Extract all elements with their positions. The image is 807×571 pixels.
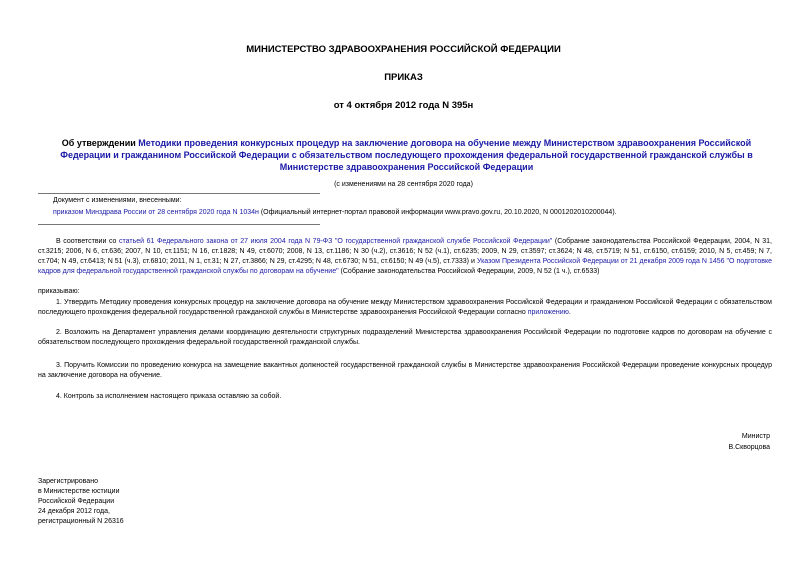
amendment-order-link[interactable]: приказом Минздрава России от 28 сентября 2020 года N 1034н <box>53 209 259 216</box>
preamble-text-1: В соответствии со <box>56 238 120 245</box>
divider-bottom <box>38 224 320 225</box>
registration-line: 24 декабря 2012 года, <box>38 508 110 515</box>
item-3: 3. Поручить Комиссии по проведению конкурса на замещение вакантных должностей государственной гражданской службы в Министерстве здравоохранения Российской Федерации проведение конкурсных процедур на заключение договора на обучение. <box>38 362 772 379</box>
federal-law-link[interactable]: статьей 61 Федерального закона от 27 июля 2004 года N 79-ФЗ "О государственной гражданской службе Российской Федерации" <box>119 238 553 245</box>
amendments-intro: Документ с изменениями, внесенными: <box>53 197 182 204</box>
ministry-heading: МИНИСТЕРСТВО ЗДРАВООХРАНЕНИЯ РОССИЙСКОЙ ФЕДЕРАЦИИ <box>246 44 561 55</box>
doc-type-heading: ПРИКАЗ <box>384 72 423 83</box>
item-1 <box>38 298 772 318</box>
amendments-line <box>53 208 773 218</box>
date-number-heading: от 4 октября 2012 года N 395н <box>333 100 474 111</box>
registration-line: Зарегистрировано <box>38 478 98 485</box>
appendix-link[interactable]: приложению <box>527 309 569 316</box>
document-title <box>44 137 769 173</box>
signature-position: Министр <box>741 433 770 440</box>
item-4: 4. Контроль за исполнением настоящего приказа оставляю за собой. <box>56 393 282 400</box>
registration-line: Российской Федерации <box>38 498 115 505</box>
item-2: 2. Возложить на Департамент управления делами координацию деятельности структурных подразделений Министерства здравоохранения Российской Федерации по подготовке кадров по договорам на обучение с обязательством последующего прохождения федеральной государственной гражданской службы. <box>38 329 772 346</box>
amendment-source: (Официальный интернет-портал правовой информации www.pravo.gov.ru, 20.10.2020, N 0001202010200044). <box>258 209 617 216</box>
registration-line: в Министерстве юстиции <box>38 488 120 495</box>
item-1-text: 1. Утвердить Методику проведения конкурсных процедур на заключение договора на обучение между Министерством здравоохранения Российской Федерации и гражданином Российской Федерации с обязательством последующего прохождения федеральной государственной гражданской службы в Министерстве здравоохранения Российской Федерации согласно <box>38 299 772 316</box>
preamble-text-2: (Собрание законодательства Российской Федерации, 2004, N 31, ст.3215; 2006, N 6, ст.636; 2007, N 10, ст.1151; N 16, ст.1828; N 49, ст.6070; 2008, N 13, ст.1186; N 30 (ч.2), ст.3616; N 52 (ч.1), ст.6235; 2009, N 29, ст.3597; ст.3624; N 48, ст.5719; N 51, ст.6150, ст.6159; 2010, N 5, ст.459; N 7, ст.704; N 49, ст.6413; N 51 (ч.3), ст.6810; 2011, N 1, ст.31; N 27, ст.3866; N 29, ст.4295; N 48, ст.6730; N 51, ст.6150; N 49 (ч.5), ст.7333) и <box>38 238 772 265</box>
changes-note: (с изменениями на 28 сентября 2020 года) <box>334 181 473 188</box>
preamble-text-3: (Собрание законодательства Российской Федерации, 2009, N 52 (1 ч.), ст.6533) <box>338 268 600 275</box>
title-prefix: Об утверждении <box>61 138 139 148</box>
item-1-end: . <box>568 309 571 316</box>
methodology-title-link[interactable]: Методики проведения конкурсных процедур на заключение договора на обучение между Министерством здравоохранения Российской Федерации и гражданином Российской Федерации с обязательством последующего прохождения федеральной государственной гражданской службы в Министерстве здравоохранения Российской Федерации <box>60 138 753 172</box>
registration-block <box>38 477 338 527</box>
signature-name: В.Скворцова <box>728 444 770 451</box>
divider-top <box>38 193 320 194</box>
registration-line: регистрационный N 26316 <box>38 518 124 525</box>
presidential-decree-link[interactable]: Указом Президента Российской Федерации от 21 декабря 2009 года N 1456 "О подготовке кадров для федеральной государственной гражданской службы по договорам на обучение" <box>38 258 772 275</box>
preamble-paragraph <box>38 237 772 277</box>
order-word: приказываю: <box>38 288 80 295</box>
